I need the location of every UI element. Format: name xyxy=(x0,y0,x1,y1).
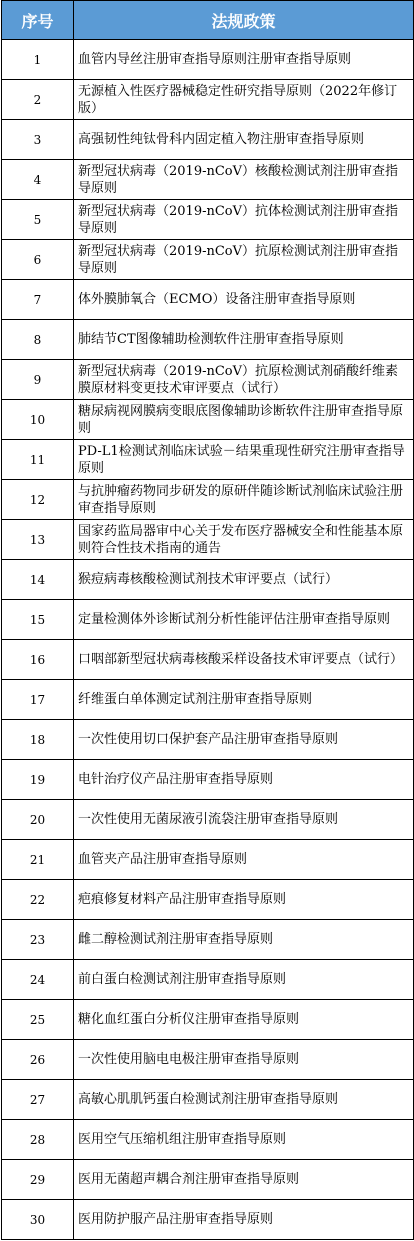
policy-title: 一次性使用脑电电极注册审查指导原则 xyxy=(74,1040,414,1080)
policy-title: 医用空气压缩机组注册审查指导原则 xyxy=(74,1120,414,1160)
policy-title: 新型冠状病毒（2019-nCoV）核酸检测试剂注册审查指导原则 xyxy=(74,160,414,200)
policy-title: 高敏心肌肌钙蛋白检测试剂注册审查指导原则 xyxy=(74,1080,414,1120)
row-number: 26 xyxy=(2,1040,74,1080)
table-row xyxy=(2,400,414,440)
table-row xyxy=(2,880,414,920)
policy-title: 国家药监局器审中心关于发布医疗器械安全和性能基本原则符合性技术指南的通告 xyxy=(74,520,414,560)
table-row xyxy=(2,200,414,240)
policy-title: PD-L1检测试剂临床试验－结果重现性研究注册审查指导原则 xyxy=(74,440,414,480)
row-number: 28 xyxy=(2,1120,74,1160)
table-row xyxy=(2,720,414,760)
row-number: 29 xyxy=(2,1160,74,1200)
table-row xyxy=(2,1080,414,1120)
policy-title: 医用无菌超声耦合剂注册审查指导原则 xyxy=(74,1160,414,1200)
table-row xyxy=(2,80,414,120)
policy-title: 新型冠状病毒（2019-nCoV）抗原检测试剂注册审查指导原则 xyxy=(74,240,414,280)
policy-title: 纤维蛋白单体测定试剂注册审查指导原则 xyxy=(74,680,414,720)
table-row xyxy=(2,1040,414,1080)
row-number: 9 xyxy=(2,360,74,400)
table-header-row xyxy=(2,1,414,40)
table-body xyxy=(2,40,414,1240)
policy-title: 一次性使用无菌尿液引流袋注册审查指导原则 xyxy=(74,800,414,840)
policy-title: 与抗肿瘤药物同步研发的原研伴随诊断试剂临床试验注册审查指导原则 xyxy=(74,480,414,520)
policy-table xyxy=(1,0,414,1240)
table-row xyxy=(2,40,414,80)
policy-title: 血管夹产品注册审查指导原则 xyxy=(74,840,414,880)
row-number: 12 xyxy=(2,480,74,520)
policy-title: 新型冠状病毒（2019-nCoV）抗原检测试剂硝酸纤维素膜原材料变更技术审评要点（试行） xyxy=(74,360,414,400)
policy-title: 高强韧性纯钛骨科内固定植入物注册审查指导原则 xyxy=(74,120,414,160)
row-number: 30 xyxy=(2,1200,74,1240)
row-number: 23 xyxy=(2,920,74,960)
table-row xyxy=(2,840,414,880)
row-number: 8 xyxy=(2,320,74,360)
row-number: 24 xyxy=(2,960,74,1000)
table-row xyxy=(2,760,414,800)
row-number: 11 xyxy=(2,440,74,480)
row-number: 25 xyxy=(2,1000,74,1040)
policy-title: 口咽部新型冠状病毒核酸采样设备技术审评要点（试行） xyxy=(74,640,414,680)
table-row xyxy=(2,480,414,520)
policy-title: 定量检测体外诊断试剂分析性能评估注册审查指导原则 xyxy=(74,600,414,640)
table-row xyxy=(2,320,414,360)
table-row xyxy=(2,600,414,640)
table-row xyxy=(2,640,414,680)
policy-title: 无源植入性医疗器械稳定性研究指导原则（2022年修订版） xyxy=(74,80,414,120)
row-number: 5 xyxy=(2,200,74,240)
policy-title: 血管内导丝注册审查指导原则注册审查指导原则 xyxy=(74,40,414,80)
row-number: 16 xyxy=(2,640,74,680)
table-row xyxy=(2,1200,414,1240)
table-row xyxy=(2,680,414,720)
table-row xyxy=(2,1000,414,1040)
row-number: 20 xyxy=(2,800,74,840)
row-number: 1 xyxy=(2,40,74,80)
policy-title: 医用防护服产品注册审查指导原则 xyxy=(74,1200,414,1240)
header-policy: 法规政策 xyxy=(74,1,414,40)
row-number: 14 xyxy=(2,560,74,600)
header-num: 序号 xyxy=(2,1,74,40)
policy-title: 体外膜肺氧合（ECMO）设备注册审查指导原则 xyxy=(74,280,414,320)
policy-title: 新型冠状病毒（2019-nCoV）抗体检测试剂注册审查指导原则 xyxy=(74,200,414,240)
policy-title: 雌二醇检测试剂注册审查指导原则 xyxy=(74,920,414,960)
row-number: 18 xyxy=(2,720,74,760)
row-number: 15 xyxy=(2,600,74,640)
table-row xyxy=(2,120,414,160)
policy-title: 糖化血红蛋白分析仪注册审查指导原则 xyxy=(74,1000,414,1040)
policy-title: 糖尿病视网膜病变眼底图像辅助诊断软件注册审查指导原则 xyxy=(74,400,414,440)
policy-title: 猴痘病毒核酸检测试剂技术审评要点（试行） xyxy=(74,560,414,600)
row-number: 6 xyxy=(2,240,74,280)
table-row xyxy=(2,800,414,840)
row-number: 27 xyxy=(2,1080,74,1120)
policy-title: 疤痕修复材料产品注册审查指导原则 xyxy=(74,880,414,920)
row-number: 2 xyxy=(2,80,74,120)
table-row xyxy=(2,520,414,560)
table-row xyxy=(2,280,414,320)
table-row xyxy=(2,440,414,480)
row-number: 13 xyxy=(2,520,74,560)
row-number: 3 xyxy=(2,120,74,160)
table-row xyxy=(2,1160,414,1200)
row-number: 22 xyxy=(2,880,74,920)
row-number: 17 xyxy=(2,680,74,720)
policy-title: 前白蛋白检测试剂注册审查指导原则 xyxy=(74,960,414,1000)
table-row xyxy=(2,1120,414,1160)
table-row xyxy=(2,560,414,600)
row-number: 4 xyxy=(2,160,74,200)
table-row xyxy=(2,920,414,960)
table-row xyxy=(2,960,414,1000)
policy-title: 电针治疗仪产品注册审查指导原则 xyxy=(74,760,414,800)
policy-title: 肺结节CT图像辅助检测软件注册审查指导原则 xyxy=(74,320,414,360)
row-number: 10 xyxy=(2,400,74,440)
policy-title: 一次性使用切口保护套产品注册审查指导原则 xyxy=(74,720,414,760)
row-number: 7 xyxy=(2,280,74,320)
row-number: 19 xyxy=(2,760,74,800)
table-row xyxy=(2,240,414,280)
row-number: 21 xyxy=(2,840,74,880)
table-row xyxy=(2,160,414,200)
table-row xyxy=(2,360,414,400)
